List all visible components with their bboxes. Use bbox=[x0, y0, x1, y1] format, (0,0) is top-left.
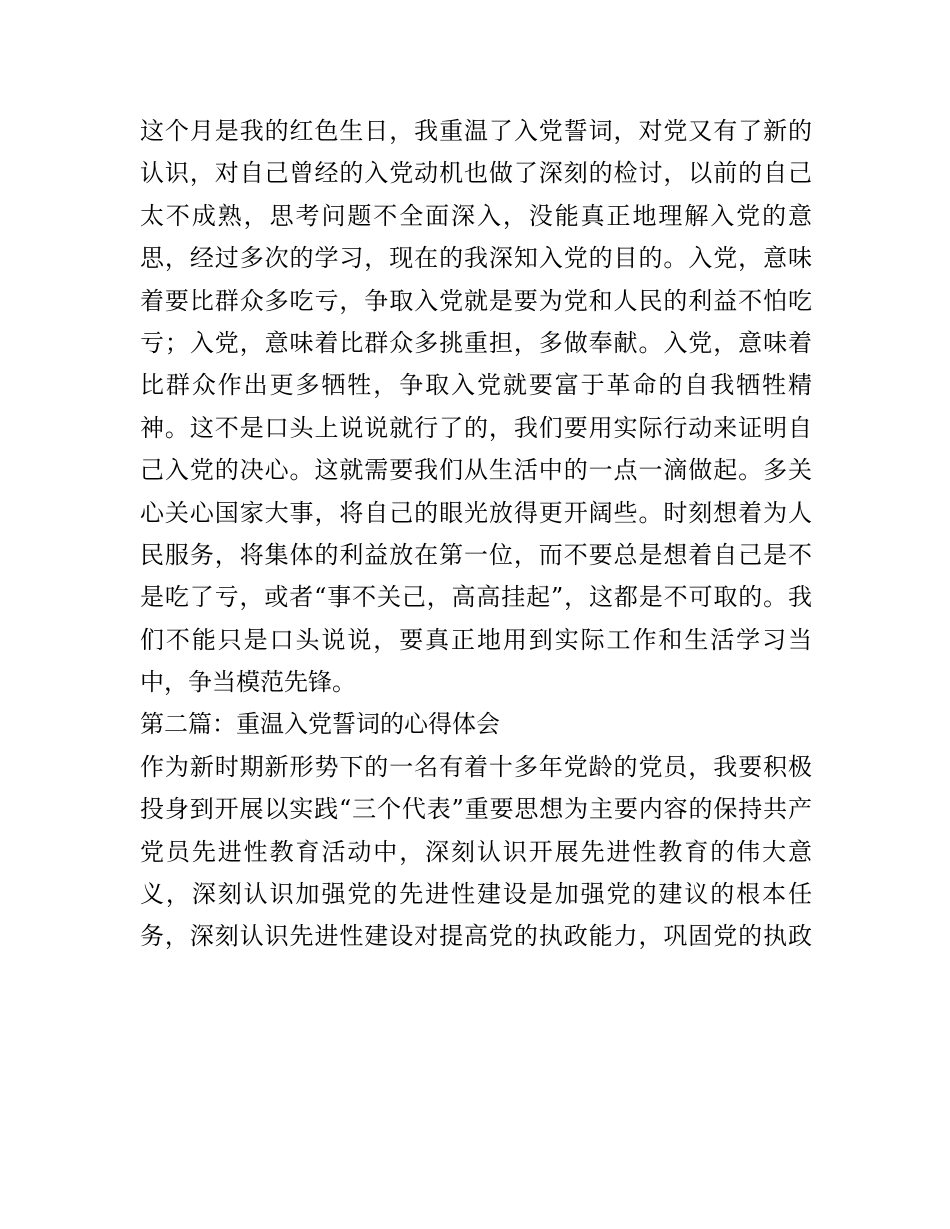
text-line: 这个月是我的红色生日，我重温了入党誓词，对党又有了新的 bbox=[140, 117, 812, 145]
text-line: 民服务，将集体的利益放在第一位，而不要总是想着自己是不 bbox=[140, 540, 812, 569]
text-line: 务，深刻认识先进性建设对提高党的执政能力，巩固党的执政 bbox=[140, 922, 812, 951]
text-line: 思，经过多次的学习，现在的我深知入党的目的。入党，意味 bbox=[140, 244, 812, 273]
section-heading: 第二篇：重温入党誓词的心得体会 bbox=[140, 710, 500, 739]
text-line: 着要比群众多吃亏，争取入党就是要为党和人民的利益不怕吃 bbox=[140, 286, 812, 315]
text-line: 认识，对自己曾经的入党动机也做了深刻的检讨，以前的自己 bbox=[140, 159, 812, 188]
text-line: 太不成熟，思考问题不全面深入，没能真正地理解入党的意 bbox=[140, 201, 812, 230]
text-line: 神。这不是口头上说说就行了的，我们要用实际行动来证明自 bbox=[140, 413, 812, 442]
text-line: 作为新时期新形势下的一名有着十多年党龄的党员，我要积极 bbox=[140, 752, 812, 781]
document-body bbox=[140, 110, 812, 958]
text-line: 投身到开展以实践“三个代表”重要思想为主要内容的保持共产 bbox=[140, 795, 812, 824]
text-line: 比群众作出更多牺牲，争取入党就要富于革命的自我牺牲精 bbox=[140, 371, 812, 400]
text-line: 心关心国家大事，将自己的眼光放得更开阔些。时刻想着为人 bbox=[140, 498, 812, 527]
text-line: 们不能只是口头说说，要真正地用到实际工作和生活学习当 bbox=[140, 625, 812, 654]
text-line: 己入党的决心。这就需要我们从生活中的一点一滴做起。多关 bbox=[140, 456, 812, 485]
text-line: 党员先进性教育活动中，深刻认识开展先进性教育的伟大意 bbox=[140, 837, 812, 866]
text-line: 义，深刻认识加强党的先进性建设是加强党的建议的根本任 bbox=[140, 880, 812, 909]
text-line: 亏；入党，意味着比群众多挑重担，多做奉献。入党，意味着 bbox=[140, 328, 812, 357]
paragraph-end-line: 中，争当模范先锋。 bbox=[140, 668, 356, 697]
text-line: 是吃了亏，或者“事不关己，高高挂起”，这都是不可取的。我 bbox=[140, 583, 812, 612]
